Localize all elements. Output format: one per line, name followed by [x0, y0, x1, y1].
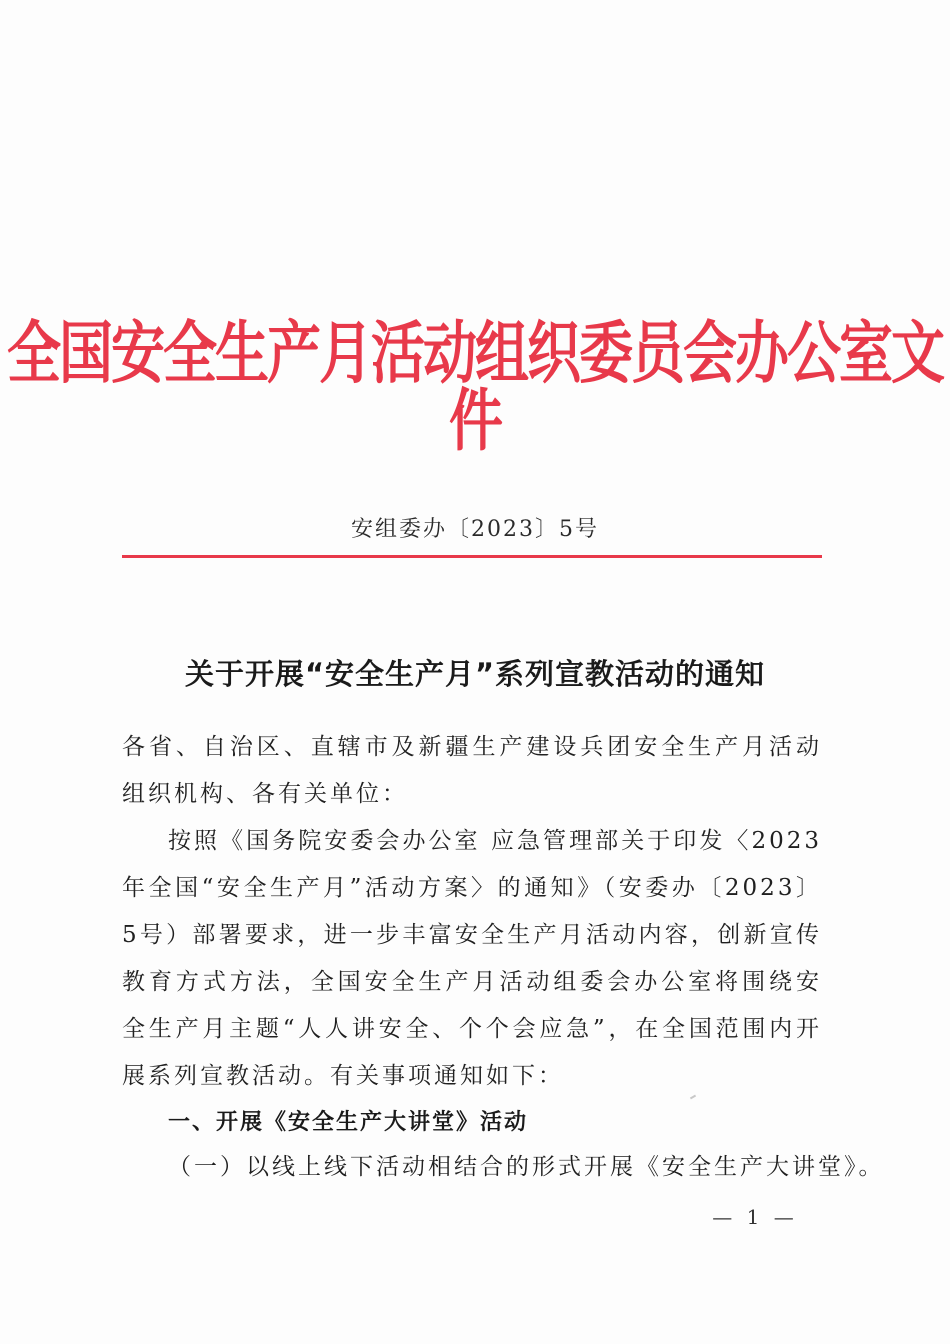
- document-header-title: 全国安全生产月活动组织委员会办公室文件: [7, 313, 943, 460]
- section-item: （一）以线上线下活动相结合的形式开展《安全生产大讲堂》。: [168, 1154, 885, 1180]
- body-paragraph: 按照《国务院安委会办公室 应急管理部关于印发〈2023年全国“安全生产月”活动方案〉的通知》（安委办〔2023〕5号）部署要求，进一步丰富安全生产月活动内容，创新宣传教育方式方法，全国安全生产月活动组委会办公室将围绕安全生产月主题“人人讲安全、个个会应急”，在全国范围内开展系列宣教活动。有关事项通知如下：: [122, 828, 822, 1089]
- section-heading: 一、开展《安全生产大讲堂》活动: [168, 1110, 529, 1135]
- notice-title: 关于开展“安全生产月”系列宣教活动的通知: [184, 657, 766, 691]
- document-number: 安组委办〔2023〕5号: [351, 517, 599, 542]
- page-number: — 1 —: [712, 1205, 798, 1229]
- red-divider-line: [122, 555, 822, 558]
- addressee-paragraph: 各省、自治区、直辖市及新疆生产建设兵团安全生产月活动组织机构、各有关单位：: [122, 734, 822, 807]
